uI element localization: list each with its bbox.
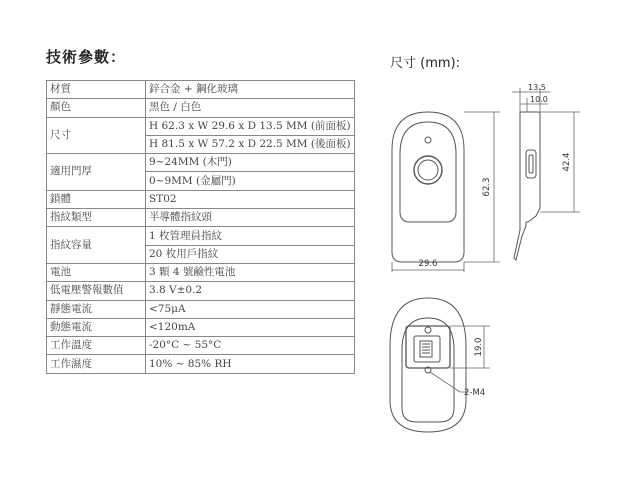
spec-key: 電池 bbox=[47, 263, 146, 281]
front-width-label: 29.6 bbox=[418, 259, 438, 269]
dimension-drawing bbox=[380, 72, 600, 442]
spec-value: 3 顆 4 號鹼性電池 bbox=[146, 263, 355, 281]
spec-key: 工作濕度 bbox=[47, 355, 146, 373]
table-row bbox=[47, 337, 355, 355]
spec-key: 靜態電流 bbox=[47, 300, 146, 318]
spec-key: 鎖體 bbox=[47, 190, 146, 208]
spec-value: 20 枚用戶指紋 bbox=[146, 245, 355, 263]
spec-value: ST02 bbox=[146, 190, 355, 208]
back-height-label: 19.0 bbox=[474, 337, 484, 357]
spec-key: 指紋容量 bbox=[47, 227, 146, 264]
table-row bbox=[47, 99, 355, 117]
spec-key: 指紋類型 bbox=[47, 209, 146, 227]
table-row bbox=[47, 209, 355, 227]
spec-value: 0~9MM (金屬門) bbox=[146, 172, 355, 190]
size-title: 尺寸 (mm): bbox=[390, 56, 460, 71]
side-height-label: 42.4 bbox=[562, 152, 572, 172]
table-row bbox=[47, 117, 355, 135]
side-depth-dimension bbox=[512, 88, 580, 212]
table-row bbox=[47, 81, 355, 99]
side-view bbox=[514, 112, 540, 260]
spec-value: 9~24MM (木門) bbox=[146, 154, 355, 172]
spec-key: 材質 bbox=[47, 81, 146, 99]
spec-key: 動態電流 bbox=[47, 318, 146, 336]
specs-title: 技術參數： bbox=[46, 48, 127, 66]
table-row bbox=[47, 263, 355, 281]
spec-value: 黑色 / 白色 bbox=[146, 99, 355, 117]
spec-value: 鋅合金 + 鋼化玻璃 bbox=[146, 81, 355, 99]
table-row bbox=[47, 190, 355, 208]
table-row bbox=[47, 154, 355, 172]
spec-value: 3.8 V±0.2 bbox=[146, 282, 355, 300]
spec-value: -20°C ~ 55°C bbox=[146, 337, 355, 355]
table-row bbox=[47, 282, 355, 300]
table-row bbox=[47, 300, 355, 318]
depth-inner-label: 10.0 bbox=[530, 95, 548, 104]
spec-value: 半導體指紋頭 bbox=[146, 209, 355, 227]
spec-key: 工作溫度 bbox=[47, 337, 146, 355]
spec-value: 1 枚管理員指紋 bbox=[146, 227, 355, 245]
screw-label: 2-M4 bbox=[464, 388, 486, 398]
spec-key: 低電壓警報數值 bbox=[47, 282, 146, 300]
depth-total-label: 13.5 bbox=[528, 83, 546, 92]
table-row bbox=[47, 355, 355, 373]
spec-key: 尺寸 bbox=[47, 117, 146, 154]
table-row bbox=[47, 227, 355, 245]
front-height-label: 62.3 bbox=[482, 177, 492, 197]
spec-value: H 81.5 x W 57.2 x D 22.5 MM (後面板) bbox=[146, 135, 355, 153]
spec-value: H 62.3 x W 29.6 x D 13.5 MM (前面板) bbox=[146, 117, 355, 135]
spec-value: 10% ~ 85% RH bbox=[146, 355, 355, 373]
spec-value: <120mA bbox=[146, 318, 355, 336]
spec-key: 適用門厚 bbox=[47, 154, 146, 191]
spec-table bbox=[46, 80, 355, 374]
front-view bbox=[392, 112, 464, 262]
spec-value: <75μA bbox=[146, 300, 355, 318]
table-row bbox=[47, 318, 355, 336]
back-view bbox=[390, 298, 466, 432]
spec-key: 顏色 bbox=[47, 99, 146, 117]
